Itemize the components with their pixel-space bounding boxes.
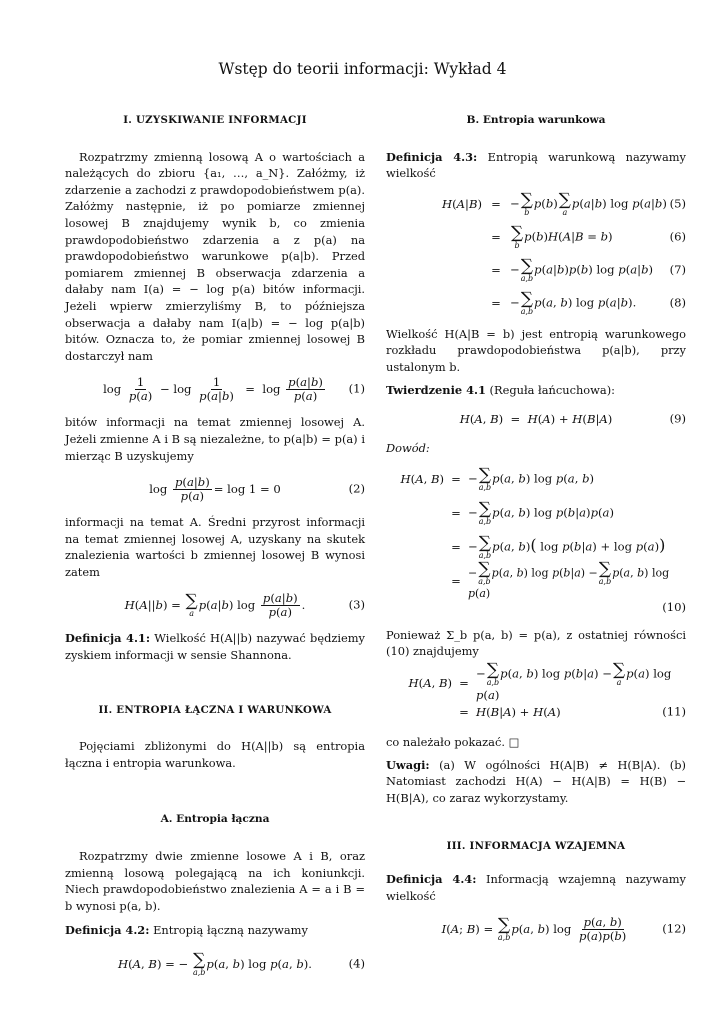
section-heading: II. ENTROPIA ŁĄCZNA I WARUNKOWA [98, 703, 332, 716]
equation-number: (3) [348, 598, 365, 613]
equation-4: H(A, B) = − ∑ a,b p(a, b) log p(a, b). (4) [118, 949, 365, 977]
definition-text: Informacją wzajemną nazywamy wielkość [386, 871, 686, 903]
equation-tail: = log 1 = 0 [213, 481, 281, 496]
paragraph: Rozpatrzmy dwie zmienne losowe A i B, oraz zmienną losową polegającą na ich koniunkcji. Niech prawdopodobieństwo znalezienia A = a i B = b wynosi p(a, b). [65, 849, 365, 913]
paragraph: Ponieważ Σ_b p(a, b) = p(a), z ostatniej równości (10) znajdujemy [386, 627, 686, 659]
theorem-label: Twierdzenie 4.1 [386, 382, 486, 397]
equation-number: (11) [662, 704, 686, 719]
equations-5-8 [386, 188, 686, 320]
definition-4-2 [65, 922, 365, 939]
remarks-text: (a) W ogólności H(A|B) ≠ H(B|A). (b) Natomiast zachodzi H(A) − H(A|B) = H(B) − H(B|A), co zaraz wykorzystamy. [386, 757, 686, 805]
equation-11: H(A, B) = − ∑ a,b p(a, b) log p(b|a) − ∑ a p(a) log p(a) = H(B|A) + H(A) (11) [408, 660, 686, 719]
equation-2: log $\frac{p(a|b)}{p(a)}$ = log 1 = 0 (2) [149, 474, 365, 503]
equation-number: (12) [662, 921, 686, 936]
equation-5: H(A|B) = − ∑ b p(b) ∑ a p(a|b) log p(a|b) (5) [442, 189, 686, 217]
equation-6: = ∑ b p(b)H(A|B = b) (6) [491, 222, 686, 250]
equation-number: (9) [669, 411, 686, 426]
subsection-heading: A. Entropia łączna [160, 813, 270, 826]
definition-4-3 [386, 149, 686, 182]
equation-number: (7) [669, 262, 686, 277]
equation-3: H(A||b) = ∑ a p(a|b) log $\frac{p(a|b)}{p(a)}$ . (3) [124, 590, 365, 619]
equation-number: (10) [662, 599, 686, 614]
equation-number: (6) [669, 229, 686, 244]
subsection-heading: B. Entropia warunkowa [466, 114, 606, 126]
page-title: Wstęp do teorii informacji: Wykład 4 [218, 60, 507, 78]
section-heading: I. UZYSKIWANIE INFORMACJI [123, 114, 307, 126]
paragraph: bitów informacji na temat zmiennej losowej A. Jeżeli zmienne A i B są niezależne, to p(a|b) = p(a) i mierząc B uzyskujemy [65, 415, 365, 463]
equation-number: (8) [669, 295, 686, 310]
equation-7: = − ∑ a,b p(a|b)p(b) log p(a|b) (7) [491, 255, 686, 283]
section-heading: III. INFORMACJA WZAJEMNA [446, 840, 626, 853]
definition-label: Definicja 4.1: [65, 631, 151, 646]
paragraph: co należało pokazać. □ [386, 734, 520, 749]
proof-label: Dowód: [386, 441, 430, 456]
definition-4-4 [386, 871, 686, 904]
definition-text: Entropią łączną nazywamy [149, 923, 308, 938]
paragraph: Pojęciami zbliżonymi do H(A||b) są entropia łączna i entropia warunkowa. [65, 739, 365, 770]
definition-label: Definicja 4.4: [386, 871, 477, 886]
paragraph: informacji na temat A. Średni przyrost informacji na temat zmiennej losowej A, uzyskany na skutek znalezienia wartości b zmiennej losowej B wynosi zatem [65, 515, 365, 579]
right-column [386, 112, 686, 954]
left-column [65, 112, 365, 989]
equation-8: = − ∑ a,b p(a, b) log p(a|b). (8) [491, 288, 686, 316]
definition-text: Entropią warunkową nazywamy wielkość [386, 149, 686, 181]
equation-12: I(A; B) = ∑ a,b p(a, b) log $\frac{p(a, b)}{p(a)p(b)}$ (12) [441, 914, 686, 943]
equation-number: (5) [669, 196, 686, 211]
definition-label: Definicja 4.2: [65, 923, 150, 938]
theorem-text: (Reguła łańcuchowa): [485, 382, 615, 397]
definition-label: Definicja 4.3: [386, 149, 478, 164]
remarks [386, 757, 686, 807]
paragraph: Wielkość H(A|B = b) jest entropią warunkowego rozkładu prawdopodobieństwa p(a|b), przy ustalonym b. [386, 326, 686, 374]
remarks-label: Uwagi: [386, 757, 430, 772]
paragraph: Rozpatrzmy zmienną losową A o wartościach a należących do zbioru {a₁, …, a_N}. Załóżmy, iż zdarzenie a zachodzi z prawdopodobieństwem p(a). Załóżmy następnie, iż po pomiarze zmiennej losowej B znajdujemy wynik b, co zmienia prawdopodobieństwo zdarzenia a z p(a) na prawdopodobieństwo warunkowe p(a|b). Przed pomiarem zmiennej B obserwacja zdarzenia a dałaby nam I(a) = − log p(a) bitów informacji. Jeżeli wpierw zmierzyliśmy B, to późniejsza obserwacja a dałaby nam I(a|b) = − log p(a|b) bitów. Oznacza to, że pomiar zmiennej losowej B dostarczył nam [65, 149, 365, 363]
theorem-4-1 [386, 382, 686, 399]
equation-1: log $\frac{1}{p(a)}$ − log $\frac{1}{p(a|b)}$ = log $\frac{p(a|b)}{p(a)}$ (1) [103, 374, 365, 403]
equation-number: (1) [348, 382, 365, 397]
definition-text: Wielkość H(A||b) nazywać będziemy zyskiem informacji w sensie Shannona. [65, 631, 365, 663]
equation-number: (2) [348, 481, 365, 496]
equation-number: (4) [348, 956, 365, 971]
equation-10: H(A, B) = − ∑ a,b p(a, b) log p(a, b) = − ∑ a,b p(a, b) log p(b|a)p(a) = − ∑ a,b p(a, b)( log p(b|a) + log p(a)) = − ∑ a,b p(a, b) log p(b|a) − ∑ a,b p(a, b) log p(a) (10) [386, 463, 686, 617]
definition-4-1 [65, 630, 365, 663]
equation-9: H(A, B) = H(A) + H(B|A) (9) [459, 411, 686, 426]
